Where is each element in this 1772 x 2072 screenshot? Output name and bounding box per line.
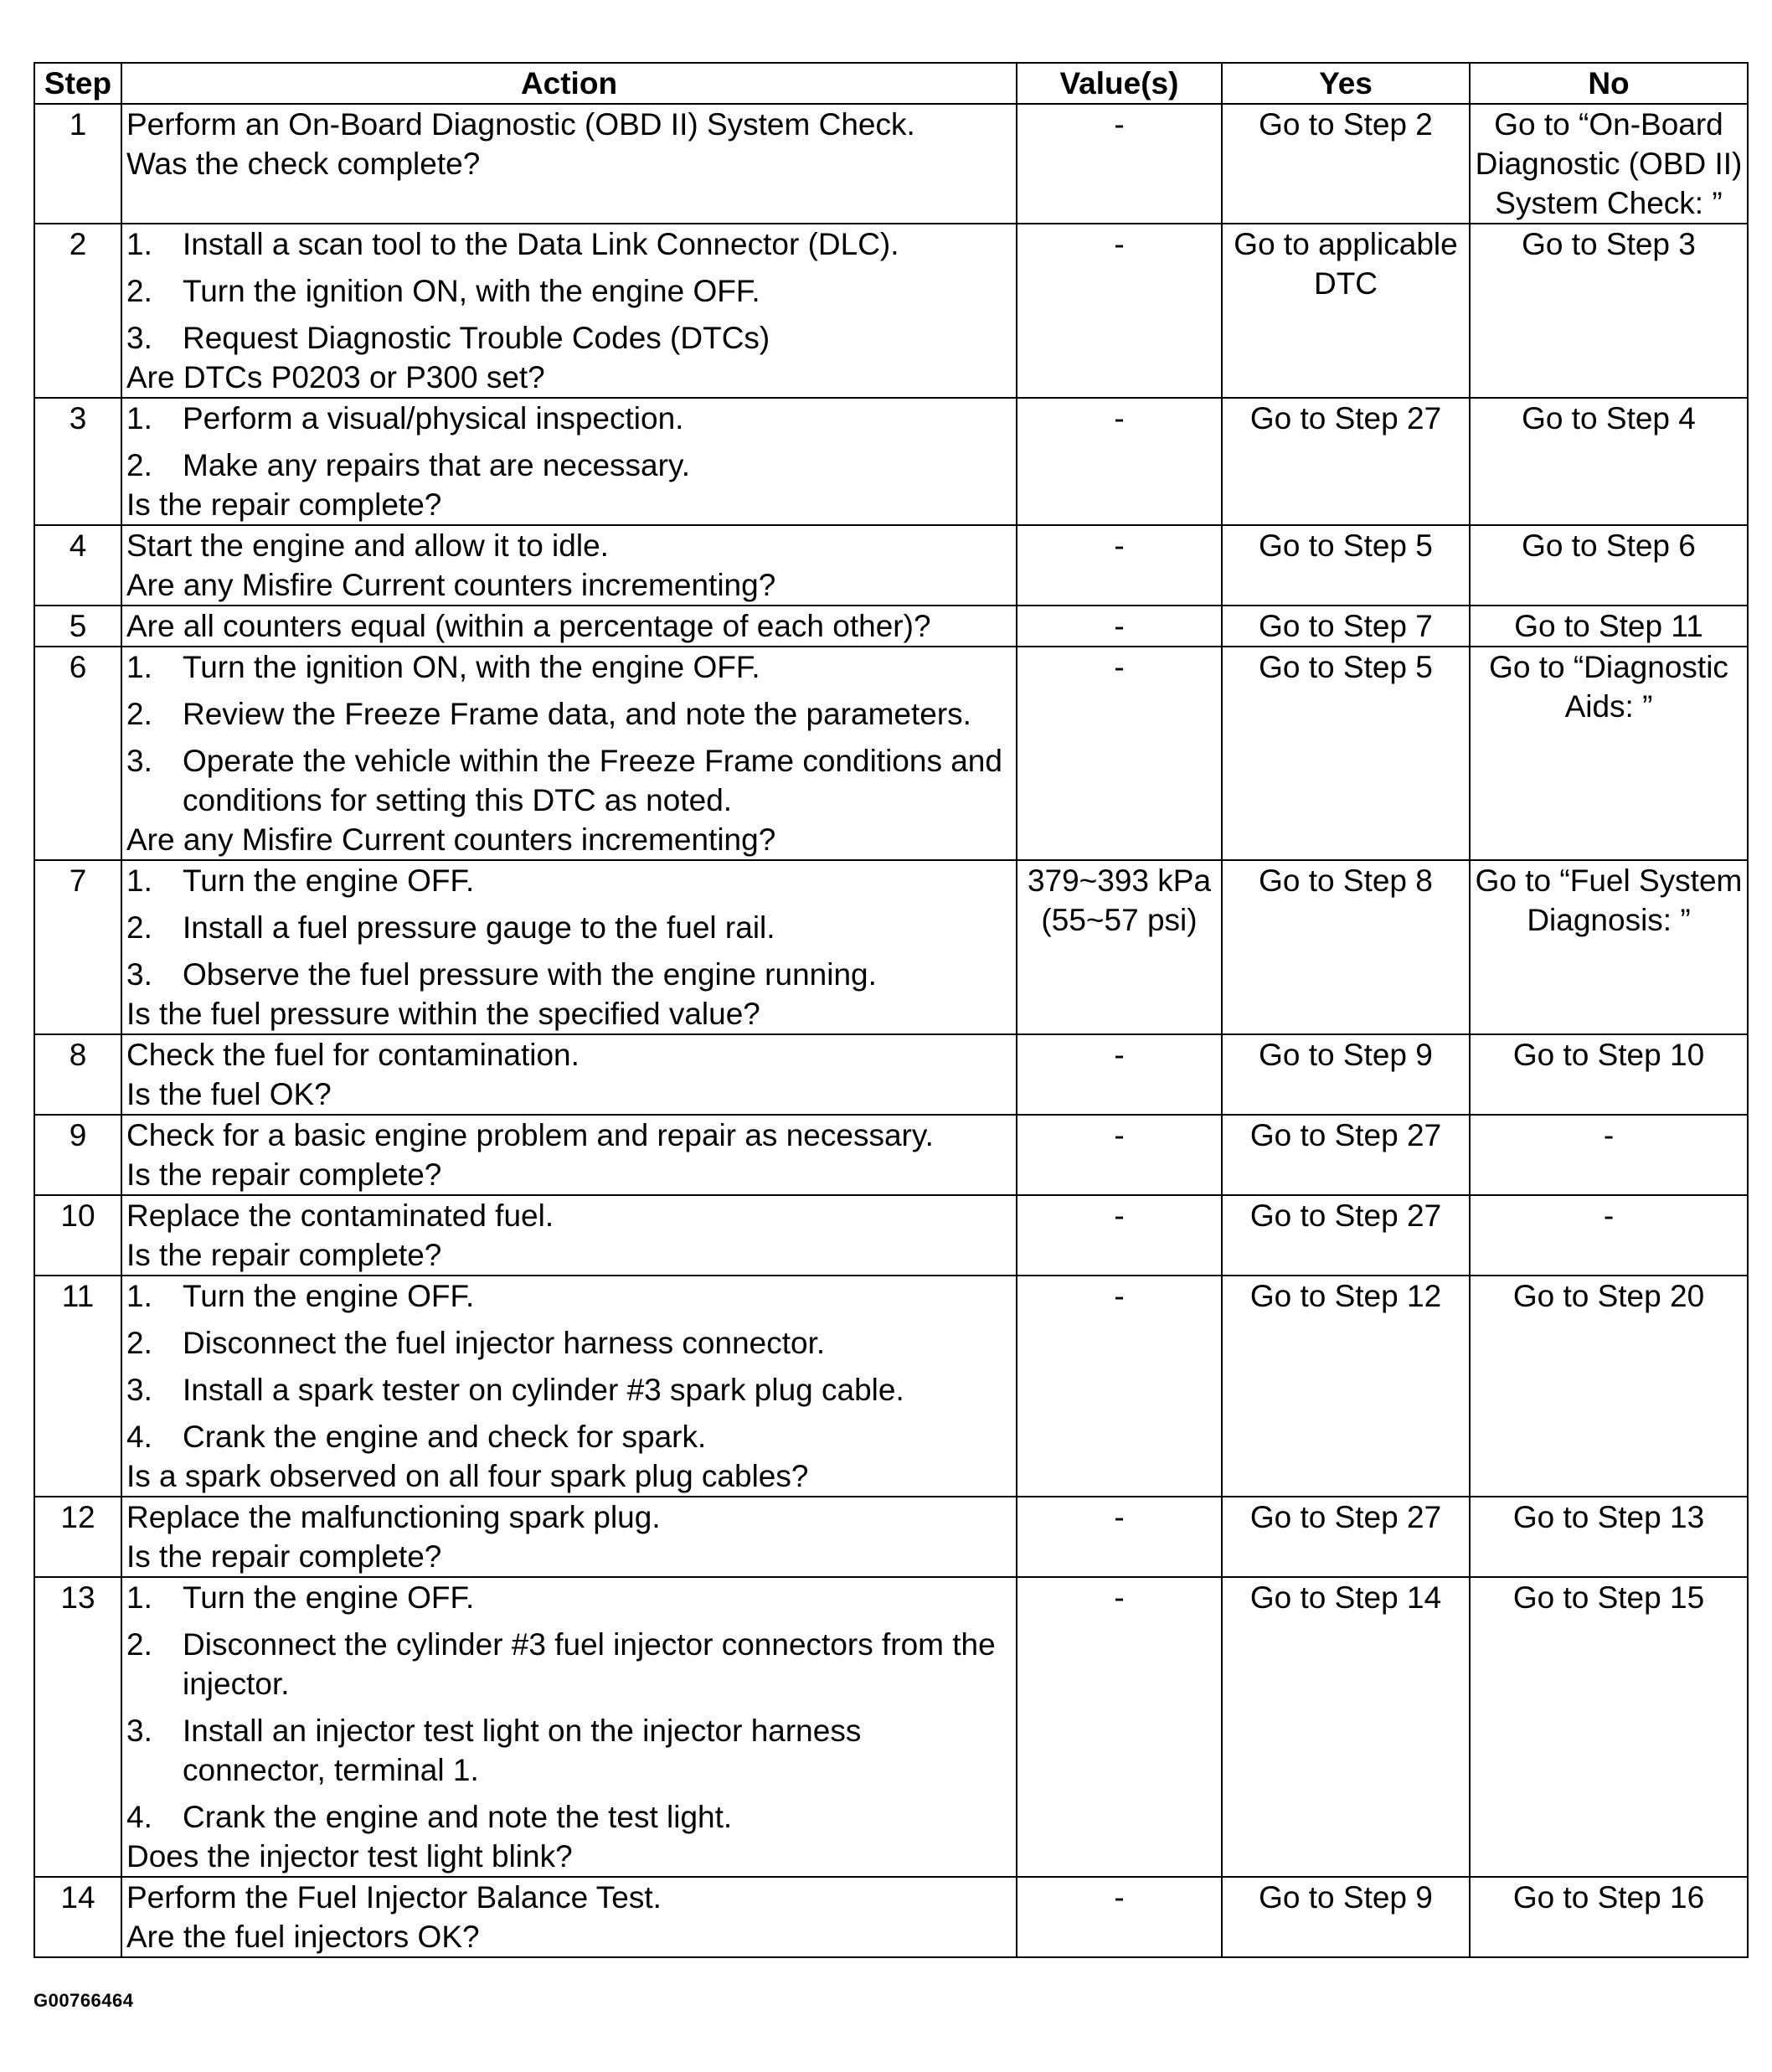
step-number: 12 — [34, 1497, 121, 1577]
action-substep — [126, 1625, 1012, 1703]
no-cell: Go to Step 3 — [1470, 224, 1748, 398]
substep-text: Turn the engine OFF. — [183, 863, 475, 898]
table-row — [34, 398, 1748, 525]
substep-text: Disconnect the cylinder #3 fuel injector connectors from the injector. — [183, 1627, 996, 1701]
substep-text: Crank the engine and check for spark. — [183, 1420, 707, 1454]
action-substep — [126, 647, 1012, 687]
action-cell — [121, 1115, 1017, 1195]
substep-text: Install a scan tool to the Data Link Connector (DLC). — [183, 227, 899, 261]
substep-text: Turn the engine OFF. — [183, 1580, 475, 1615]
substep-number: 3. — [126, 957, 152, 992]
table-row — [34, 104, 1748, 224]
no-cell: Go to Step 10 — [1470, 1034, 1748, 1115]
value-cell: - — [1017, 398, 1222, 525]
step-number: 3 — [34, 398, 121, 525]
substep-number: 4. — [126, 1420, 152, 1454]
substep-text: Install an injector test light on the injector harness connector, terminal 1. — [183, 1714, 862, 1787]
substep-text: Disconnect the fuel injector harness connector. — [183, 1326, 826, 1360]
substep-number: 1. — [126, 650, 152, 684]
substep-text: Operate the vehicle within the Freeze Frame conditions and conditions for setting this DTC as noted. — [183, 744, 1002, 817]
step-number: 8 — [34, 1034, 121, 1115]
no-cell: Go to Step 13 — [1470, 1497, 1748, 1577]
value-cell: - — [1017, 1577, 1222, 1877]
header-row — [34, 63, 1748, 104]
no-cell: Go to Step 6 — [1470, 525, 1748, 606]
value-cell: - — [1017, 1115, 1222, 1195]
action-text: Are all counters equal (within a percentage of each other)? — [126, 609, 931, 643]
step-number: 13 — [34, 1577, 121, 1877]
yes-cell: Go to Step 14 — [1222, 1577, 1470, 1877]
action-cell — [121, 1497, 1017, 1577]
substep-text: Turn the ignition ON, with the engine OFF. — [183, 650, 760, 684]
header-action: Action — [121, 63, 1017, 104]
action-text: Was the check complete? — [126, 147, 481, 181]
action-substep — [126, 271, 1012, 311]
yes-cell: Go to Step 7 — [1222, 606, 1470, 647]
substep-text: Review the Freeze Frame data, and note the parameters. — [183, 697, 971, 731]
substep-number: 2. — [126, 910, 152, 945]
action-text: Check for a basic engine problem and repair as necessary. — [126, 1118, 934, 1152]
value-cell: - — [1017, 1195, 1222, 1276]
action-substep — [126, 694, 1012, 734]
header-no: No — [1470, 63, 1748, 104]
action-substep — [126, 908, 1012, 947]
substep-number: 2. — [126, 274, 152, 308]
action-text: Perform the Fuel Injector Balance Test. — [126, 1880, 662, 1915]
table-row — [34, 1276, 1748, 1497]
value-cell: - — [1017, 606, 1222, 647]
action-question: Are DTCs P0203 or P300 set? — [126, 360, 545, 394]
action-text: Replace the contaminated fuel. — [126, 1198, 554, 1233]
action-cell — [121, 1034, 1017, 1115]
action-substep — [126, 399, 1012, 438]
value-cell: 379~393 kPa (55~57 psi) — [1017, 860, 1222, 1034]
action-text: Is the repair complete? — [126, 1539, 442, 1574]
yes-cell: Go to Step 5 — [1222, 647, 1470, 860]
value-cell: - — [1017, 1877, 1222, 1957]
yes-cell: Go to Step 27 — [1222, 1195, 1470, 1276]
action-cell — [121, 224, 1017, 398]
table-body — [34, 104, 1748, 1957]
value-cell: - — [1017, 104, 1222, 224]
substep-number: 1. — [126, 401, 152, 436]
action-substep — [126, 955, 1012, 994]
action-substep — [126, 1276, 1012, 1316]
substep-text: Turn the ignition ON, with the engine OFF. — [183, 274, 760, 308]
action-substep — [126, 741, 1012, 820]
yes-cell: Go to Step 27 — [1222, 1115, 1470, 1195]
substep-text: Make any repairs that are necessary. — [183, 448, 690, 482]
value-cell: - — [1017, 1276, 1222, 1497]
table-row — [34, 1497, 1748, 1577]
substep-number: 1. — [126, 1279, 152, 1313]
value-cell: - — [1017, 525, 1222, 606]
no-cell: Go to “Diagnostic Aids: ” — [1470, 647, 1748, 860]
action-text: Is the repair complete? — [126, 1157, 442, 1192]
substep-number: 3. — [126, 1373, 152, 1407]
yes-cell: Go to Step 27 — [1222, 1497, 1470, 1577]
no-cell: Go to Step 11 — [1470, 606, 1748, 647]
substep-number: 2. — [126, 448, 152, 482]
no-cell: Go to Step 16 — [1470, 1877, 1748, 1957]
action-substep — [126, 1323, 1012, 1363]
value-cell: - — [1017, 1497, 1222, 1577]
action-substep — [126, 1417, 1012, 1456]
action-cell — [121, 1276, 1017, 1497]
yes-cell: Go to Step 5 — [1222, 525, 1470, 606]
action-cell — [121, 647, 1017, 860]
value-cell: - — [1017, 224, 1222, 398]
action-cell — [121, 104, 1017, 224]
substep-number: 2. — [126, 1326, 152, 1360]
action-text: Replace the malfunctioning spark plug. — [126, 1500, 661, 1534]
yes-cell: Go to applicable DTC — [1222, 224, 1470, 398]
no-cell: Go to Step 15 — [1470, 1577, 1748, 1877]
action-substep — [126, 1797, 1012, 1837]
action-question: Are any Misfire Current counters incrementing? — [126, 822, 776, 857]
substep-number: 4. — [126, 1800, 152, 1834]
no-cell: Go to Step 20 — [1470, 1276, 1748, 1497]
action-cell — [121, 1577, 1017, 1877]
substep-text: Observe the fuel pressure with the engine running. — [183, 957, 877, 992]
no-cell: - — [1470, 1115, 1748, 1195]
step-number: 9 — [34, 1115, 121, 1195]
no-cell: - — [1470, 1195, 1748, 1276]
action-substep — [126, 1370, 1012, 1410]
action-cell — [121, 398, 1017, 525]
action-substep — [126, 224, 1012, 264]
substep-text: Install a fuel pressure gauge to the fuel rail. — [183, 910, 775, 945]
action-substep — [126, 861, 1012, 900]
no-cell: Go to Step 4 — [1470, 398, 1748, 525]
action-substep — [126, 1711, 1012, 1790]
table-row — [34, 647, 1748, 860]
yes-cell: Go to Step 2 — [1222, 104, 1470, 224]
substep-text: Perform a visual/physical inspection. — [183, 401, 684, 436]
action-substep — [126, 1578, 1012, 1617]
step-number: 1 — [34, 104, 121, 224]
action-text: Perform an On-Board Diagnostic (OBD II) System Check. — [126, 107, 915, 142]
step-number: 10 — [34, 1195, 121, 1276]
table-row — [34, 1877, 1748, 1957]
table-row — [34, 224, 1748, 398]
header-yes: Yes — [1222, 63, 1470, 104]
action-cell — [121, 1195, 1017, 1276]
substep-number: 1. — [126, 863, 152, 898]
step-number: 14 — [34, 1877, 121, 1957]
header-values: Value(s) — [1017, 63, 1222, 104]
substep-text: Turn the engine OFF. — [183, 1279, 475, 1313]
substep-text: Crank the engine and note the test light. — [183, 1800, 733, 1834]
substep-number: 1. — [126, 1580, 152, 1615]
step-number: 5 — [34, 606, 121, 647]
no-cell: Go to “On-Board Diagnostic (OBD II) System Check: ” — [1470, 104, 1748, 224]
value-cell: - — [1017, 647, 1222, 860]
action-substep — [126, 318, 1012, 358]
step-number: 2 — [34, 224, 121, 398]
table-row — [34, 1195, 1748, 1276]
action-cell — [121, 1877, 1017, 1957]
table-row — [34, 525, 1748, 606]
step-number: 11 — [34, 1276, 121, 1497]
substep-number: 2. — [126, 1627, 152, 1662]
yes-cell: Go to Step 9 — [1222, 1034, 1470, 1115]
action-text: Is the repair complete? — [126, 1238, 442, 1272]
table-row — [34, 606, 1748, 647]
yes-cell: Go to Step 12 — [1222, 1276, 1470, 1497]
action-text: Check the fuel for contamination. — [126, 1038, 580, 1072]
step-number: 4 — [34, 525, 121, 606]
action-text: Are the fuel injectors OK? — [126, 1920, 480, 1954]
table-row — [34, 860, 1748, 1034]
action-question: Does the injector test light blink? — [126, 1839, 573, 1874]
no-cell: Go to “Fuel System Diagnosis: ” — [1470, 860, 1748, 1034]
value-cell: - — [1017, 1034, 1222, 1115]
table-row — [34, 1115, 1748, 1195]
substep-number: 2. — [126, 697, 152, 731]
step-number: 6 — [34, 647, 121, 860]
substep-text: Install a spark tester on cylinder #3 spark plug cable. — [183, 1373, 904, 1407]
action-question: Is the fuel pressure within the specified value? — [126, 997, 760, 1031]
table-row — [34, 1577, 1748, 1877]
action-text: Are any Misfire Current counters incrementing? — [126, 568, 776, 602]
action-substep — [126, 446, 1012, 485]
table-row — [34, 1034, 1748, 1115]
action-text: Start the engine and allow it to idle. — [126, 528, 609, 563]
action-cell — [121, 860, 1017, 1034]
action-question: Is a spark observed on all four spark plug cables? — [126, 1459, 809, 1493]
yes-cell: Go to Step 27 — [1222, 398, 1470, 525]
substep-number: 1. — [126, 227, 152, 261]
figure-id: G00766464 — [33, 1990, 134, 2011]
step-number: 7 — [34, 860, 121, 1034]
yes-cell: Go to Step 8 — [1222, 860, 1470, 1034]
header-step: Step — [34, 63, 121, 104]
action-cell — [121, 525, 1017, 606]
substep-number: 3. — [126, 321, 152, 355]
yes-cell: Go to Step 9 — [1222, 1877, 1470, 1957]
diagnostic-table — [33, 62, 1749, 1958]
action-question: Is the repair complete? — [126, 487, 442, 522]
action-text: Is the fuel OK? — [126, 1077, 332, 1111]
substep-number: 3. — [126, 744, 152, 778]
substep-number: 3. — [126, 1714, 152, 1748]
substep-text: Request Diagnostic Trouble Codes (DTCs) — [183, 321, 770, 355]
action-cell — [121, 606, 1017, 647]
